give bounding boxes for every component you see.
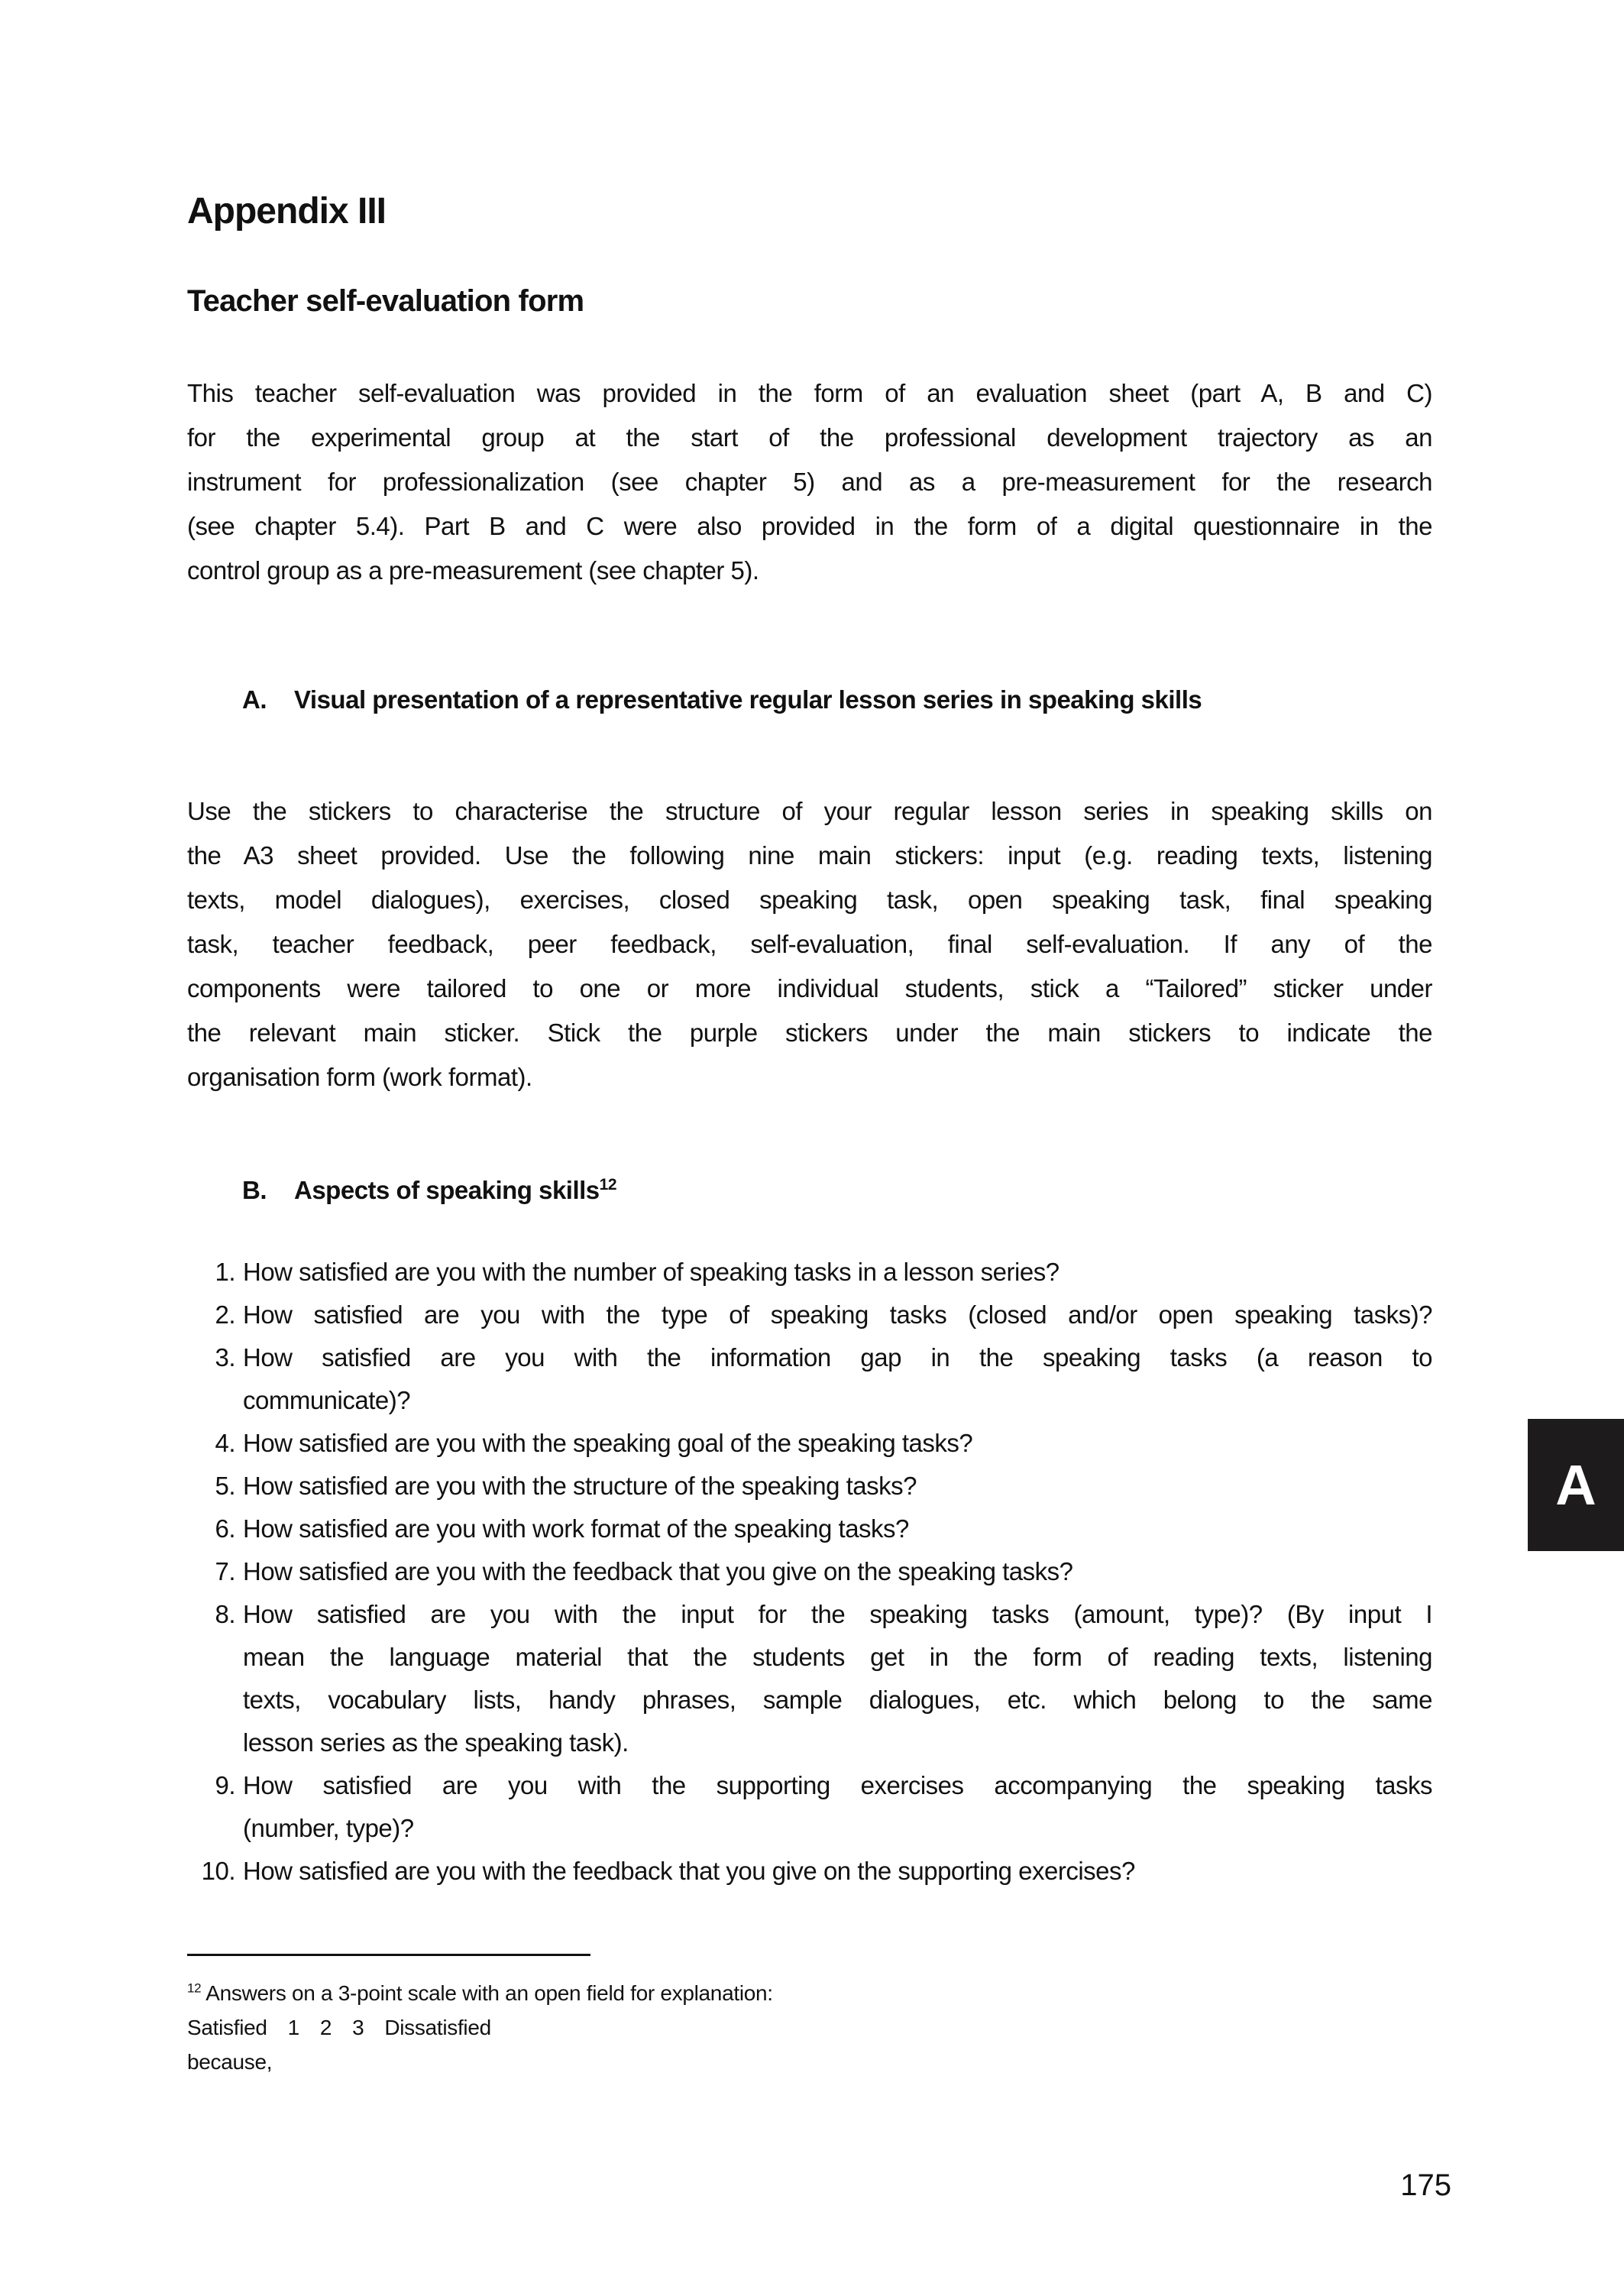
text-line: the relevant main sticker. Stick the purple stickers under the main stickers to indicate the bbox=[187, 1019, 1432, 1047]
text-line: How satisfied are you with the input for the speaking tasks (amount, type)? (By input I bbox=[243, 1600, 1432, 1628]
section-a-paragraph bbox=[187, 789, 1432, 1100]
question-item bbox=[182, 1593, 1432, 1764]
section-b-title: Aspects of speaking skills bbox=[294, 1176, 600, 1204]
text-line: texts, vocabulary lists, handy phrases, sample dialogues, etc. which belong to the same bbox=[243, 1686, 1432, 1714]
question-item bbox=[182, 1251, 1432, 1294]
question-item bbox=[182, 1550, 1432, 1593]
question-number: 3. bbox=[215, 1343, 235, 1372]
appendix-side-tab bbox=[1528, 1419, 1624, 1551]
text-line: control group as a pre-measurement (see chapter 5). bbox=[187, 556, 759, 585]
text-line: How satisfied are you with the feedback that you give on the supporting exercises? bbox=[243, 1857, 1135, 1885]
text-line: components were tailored to one or more individual students, stick a “Tailored” sticker under bbox=[187, 974, 1432, 1002]
appendix-title: Appendix III bbox=[187, 191, 387, 232]
text-line: lesson series as the speaking task). bbox=[243, 1728, 629, 1757]
question-number: 5. bbox=[215, 1472, 235, 1500]
text-line: How satisfied are you with the information gap in the speaking tasks (a reason to bbox=[243, 1343, 1432, 1372]
question-item bbox=[182, 1422, 1432, 1465]
footnote-marker: 12 bbox=[187, 1980, 202, 1996]
footnote-reference: 12 bbox=[599, 1176, 617, 1193]
text-line: the A3 sheet provided. Use the following nine main stickers: input (e.g. reading texts, listening bbox=[187, 841, 1432, 870]
section-a-number: A. bbox=[242, 685, 267, 714]
text-line: for the experimental group at the start of the professional development trajectory as an bbox=[187, 423, 1432, 452]
footnote-because-line: because, bbox=[187, 2050, 273, 2074]
footnote bbox=[187, 1976, 1432, 2079]
section-a-title: Visual presentation of a representative regular lesson series in speaking skills bbox=[294, 685, 1202, 714]
section-b-number: B. bbox=[242, 1176, 267, 1204]
form-title: Teacher self-evaluation form bbox=[187, 284, 584, 318]
text-line: task, teacher feedback, peer feedback, self-evaluation, final self-evaluation. If any of the bbox=[187, 930, 1432, 958]
questions-list bbox=[182, 1251, 1432, 1893]
appendix-tab-letter: A bbox=[1555, 1453, 1597, 1517]
question-item bbox=[182, 1336, 1432, 1422]
intro-paragraph bbox=[187, 371, 1432, 593]
footnote-text: Answers on a 3-point scale with an open field for explanation: bbox=[205, 1981, 773, 2005]
question-number: 1. bbox=[215, 1258, 235, 1286]
footnote-line bbox=[187, 1976, 1432, 2010]
text-line: organisation form (work format). bbox=[187, 1063, 532, 1091]
text-line: How satisfied are you with work format of the speaking tasks? bbox=[243, 1514, 909, 1543]
question-item bbox=[182, 1294, 1432, 1336]
text-line: (number, type)? bbox=[243, 1814, 414, 1842]
footnote-scale-line: Satisfied 1 2 3 Dissatisfied bbox=[187, 2016, 491, 2039]
section-a-heading bbox=[242, 683, 1202, 717]
text-line: How satisfied are you with the structure of the speaking tasks? bbox=[243, 1472, 917, 1500]
question-number: 2. bbox=[215, 1300, 235, 1329]
text-line: How satisfied are you with the number of speaking tasks in a lesson series? bbox=[243, 1258, 1059, 1286]
text-line: This teacher self-evaluation was provided in the form of an evaluation sheet (part A, B and C) bbox=[187, 379, 1432, 407]
question-item bbox=[182, 1850, 1432, 1893]
text-line: How satisfied are you with the feedback that you give on the speaking tasks? bbox=[243, 1557, 1073, 1585]
text-line: texts, model dialogues), exercises, closed speaking task, open speaking task, final speaking bbox=[187, 886, 1432, 914]
text-line: How satisfied are you with the type of speaking tasks (closed and/or open speaking tasks)? bbox=[243, 1300, 1432, 1329]
page-number: 175 bbox=[1400, 2168, 1451, 2202]
question-number: 8. bbox=[215, 1600, 235, 1628]
question-number: 4. bbox=[215, 1429, 235, 1457]
question-number: 10. bbox=[201, 1857, 235, 1885]
text-line: Use the stickers to characterise the structure of your regular lesson series in speaking skills on bbox=[187, 797, 1432, 825]
text-line: communicate)? bbox=[243, 1386, 411, 1414]
question-item bbox=[182, 1465, 1432, 1508]
footnote-separator bbox=[187, 1954, 590, 1956]
question-number: 9. bbox=[215, 1771, 235, 1799]
text-line: How satisfied are you with the speaking goal of the speaking tasks? bbox=[243, 1429, 973, 1457]
question-item bbox=[182, 1764, 1432, 1850]
question-number: 7. bbox=[215, 1557, 235, 1585]
text-line: How satisfied are you with the supporting exercises accompanying the speaking tasks bbox=[243, 1771, 1432, 1799]
text-line: mean the language material that the students get in the form of reading texts, listening bbox=[243, 1643, 1432, 1671]
question-number: 6. bbox=[215, 1514, 235, 1543]
text-line: (see chapter 5.4). Part B and C were also provided in the form of a digital questionnaire in the bbox=[187, 512, 1432, 540]
text-line: instrument for professionalization (see chapter 5) and as a pre-measurement for the research bbox=[187, 468, 1432, 496]
section-b-heading bbox=[242, 1174, 616, 1207]
question-item bbox=[182, 1508, 1432, 1550]
